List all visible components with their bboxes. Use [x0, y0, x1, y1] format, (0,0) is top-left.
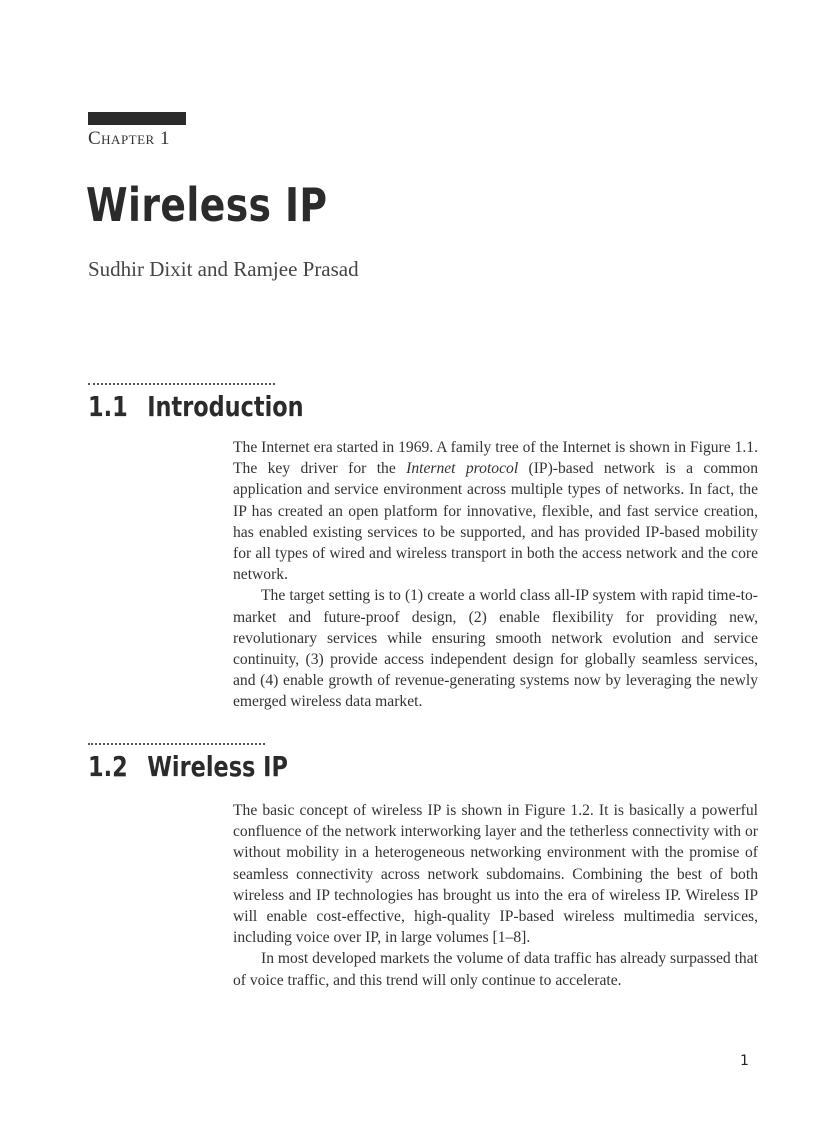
section-heading-wireless-ip: [88, 750, 288, 783]
paragraph-text: (IP)-based network is a common application and service environment across multiple types of networks. In fact, the IP has created an open platform for innovative, flexible, and fast service creation, has enabled existing services to be supported, and has provided IP-based mobility for all types of wired and wireless transport in both the access network and the core network.: [233, 460, 759, 584]
section-number: 1.2: [88, 750, 128, 783]
section-divider: [88, 743, 265, 745]
paragraph-text: The Internet era started in 1969. A family tree of the Internet is shown in Figure 1.1. The key driver for the: [233, 439, 758, 478]
paragraph-italic-term: Internet protocol: [406, 460, 519, 478]
section-body-introduction: [233, 437, 758, 713]
page-number: 1: [740, 1053, 749, 1069]
paragraph: In most developed markets the volume of data traffic has already surpassed that of voice traffic, and this trend will only continue to accelerate.: [233, 950, 758, 989]
paragraph: The basic concept of wireless IP is shown in Figure 1.2. It is basically a powerful confluence of the network interworking layer and the tetherless connectivity with or without mobility in a heterogeneous networking environment with the promise of seamless connectivity across network subdomains. Combining the best of both wireless and IP technologies has brought us into the era of wireless IP. Wireless IP will enable cost-effective, high-quality IP-based wireless multimedia services, including voice over IP, in large volumes [1–8].: [233, 802, 758, 947]
section-title: Introduction: [147, 390, 304, 423]
chapter-authors: Sudhir Dixit and Ramjee Prasad: [88, 257, 359, 281]
section-title: Wireless IP: [147, 750, 288, 783]
chapter-bar: [88, 112, 186, 125]
section-body-wireless-ip: [233, 800, 758, 991]
paragraph: The target setting is to (1) create a world class all-IP system with rapid time-to-market and future-proof design, (2) enable flexibility for providing new, revolutionary services while ensuring smooth network evolution and service continuity, (3) provide access independent design for globally seamless services, and (4) enable growth of revenue-generating systems now by leveraging the newly emerged wireless data market.: [233, 587, 758, 711]
section-number: 1.1: [88, 390, 128, 423]
chapter-label: Chapter 1: [88, 128, 170, 149]
section-divider: [88, 383, 275, 385]
section-heading-introduction: [88, 390, 304, 423]
paragraph: [233, 437, 758, 585]
chapter-title: Wireless IP: [86, 178, 328, 232]
